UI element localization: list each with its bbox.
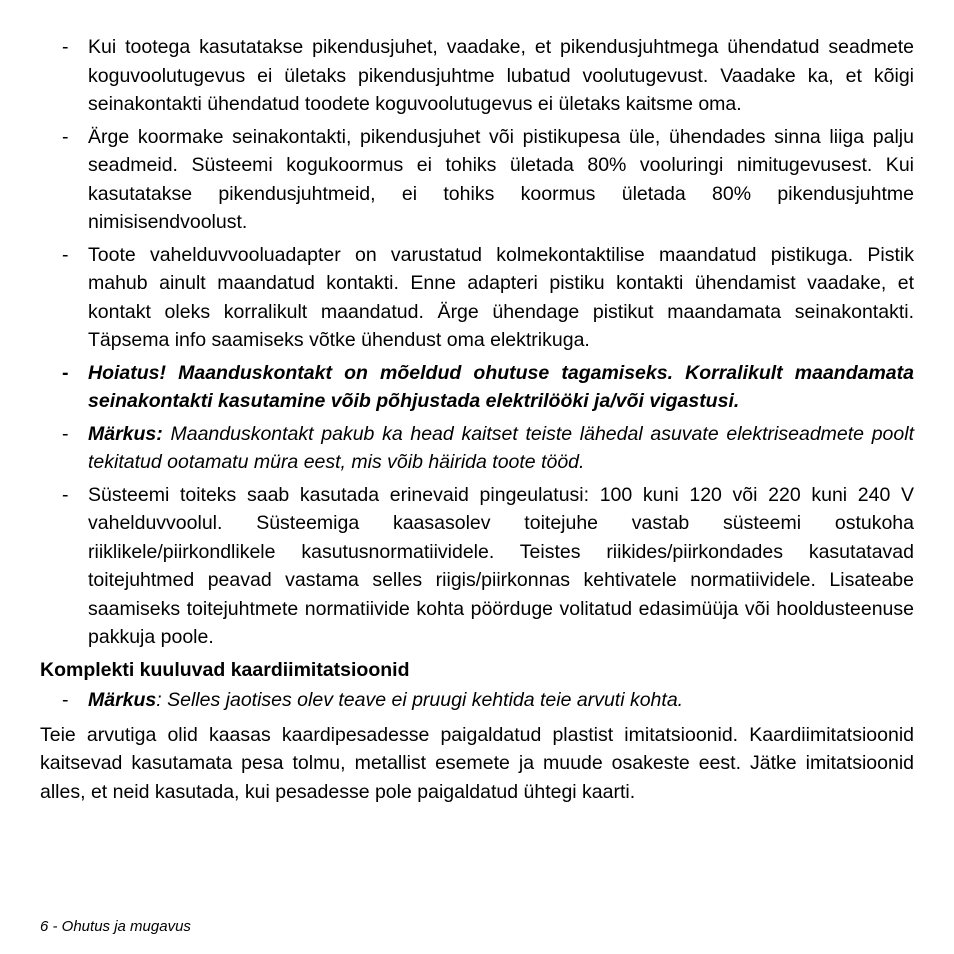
note-text-wrapper — [88, 423, 914, 474]
document-page — [40, 33, 914, 806]
section-heading: Komplekti kuuluvad kaardiimitatsioonid — [40, 658, 410, 681]
bullet-text: Süsteemi toiteks saab kasutada erinevaid pingeulatusi: 100 kuni 120 või 220 kuni 240 V vahelduvvoolul. Süsteemiga kaasasolev toitejuhe vastab süsteemi ostukoha riiklikele/piirkondlikele kasutusnormatiividele. Teistes riikides/piirkondades kasutatavad toitejuhtmed peavad vastama selles riigis/piirkonnas kehtivatele normatiividele. Lisateabe saamiseks toitejuhtmete normatiivide kohta pöörduge volitatud edasimüüja või hooldusteenuse pakkuja poole. — [88, 483, 914, 648]
bullet-marker: - — [62, 125, 69, 148]
bullet-note-grounding — [40, 420, 914, 477]
bullet-warning — [40, 359, 914, 416]
bullet-voltage — [40, 481, 914, 652]
note-text: : Selles jaotises olev teave ei pruugi kehtida teie arvuti kohta. — [156, 689, 684, 711]
page-footer: 6 - Ohutus ja mugavus — [40, 918, 191, 935]
bullet-text: Ärge koormake seinakontakti, pikendusjuhet või pistikupesa üle, ühendades sinna liiga palju seadmeid. Süsteemi kogukoormus ei tohiks ületada 80% vooluringi nimitugevusest. Kui kasutatakse pikendusjuhtmeid, ei tohiks koormus ületada 80% pikendusjuhtme nimisisendvoolust. — [88, 125, 914, 233]
bullet-overload — [40, 123, 914, 237]
warning-text: Hoiatus! Maanduskontakt on mõeldud ohutuse tagamiseks. Korralikult maandamata seinakontakti kasutamine võib põhjustada elektrilööki ja/või vigastusi. — [88, 361, 914, 412]
note-text: Maanduskontakt pakub ka head kaitset teiste lähedal asuvate elektriseadmete poolt tekitatud ootamatu müra eest, mis võib häirida toote tööd. — [88, 422, 914, 473]
bullet-marker: - — [62, 243, 69, 266]
section-note — [40, 686, 914, 715]
note-text-wrapper — [88, 689, 683, 711]
bullet-marker: - — [62, 483, 69, 506]
bullet-extension-cord — [40, 33, 914, 119]
bullet-marker: - — [62, 36, 69, 58]
section-paragraph: Teie arvutiga olid kaasas kaardipesadesse paigaldatud plastist imitatsioonid. Kaardiimitatsioonid kaitsevad kasutamata pesa tolmu, metallist esemete ja muude osakeste eest. Jätke imitatsioonid alles, et neid kasutada, kui pesadesse pole paigaldatud ühtegi kaarti. — [40, 723, 914, 803]
bullet-ac-adapter — [40, 241, 914, 355]
note-label: Märkus — [88, 689, 157, 711]
bullet-marker: - — [62, 361, 69, 384]
bullet-marker: - — [62, 422, 69, 445]
note-label: Märkus: — [88, 422, 163, 445]
bullet-text: Kui tootega kasutatakse pikendusjuhet, vaadake, et pikendusjuhtmega ühendatud seadmete koguvoolutugevus ei ületaks pikendusjuhtme lubatud voolutugevust. Vaadake ka, et kõigi seinakontakti ühendatud toodete koguvoolutugevus ei ületaks kaitsme oma. — [88, 36, 914, 115]
bullet-marker: - — [62, 689, 69, 711]
safety-bullet-list — [40, 33, 914, 652]
bullet-text: Toote vahelduvvooluadapter on varustatud kolmekontaktilise maandatud pistikuga. Pistik mahub ainult maandatud kontakti. Enne adapteri pistiku kontakti ühendamist vaadake, et kontakt oleks korralikult maandatud. Ärge ühendage pistikut maandamata seinakontakti. Täpsema info saamiseks võtke ühendust oma elektrikuga. — [88, 243, 914, 351]
